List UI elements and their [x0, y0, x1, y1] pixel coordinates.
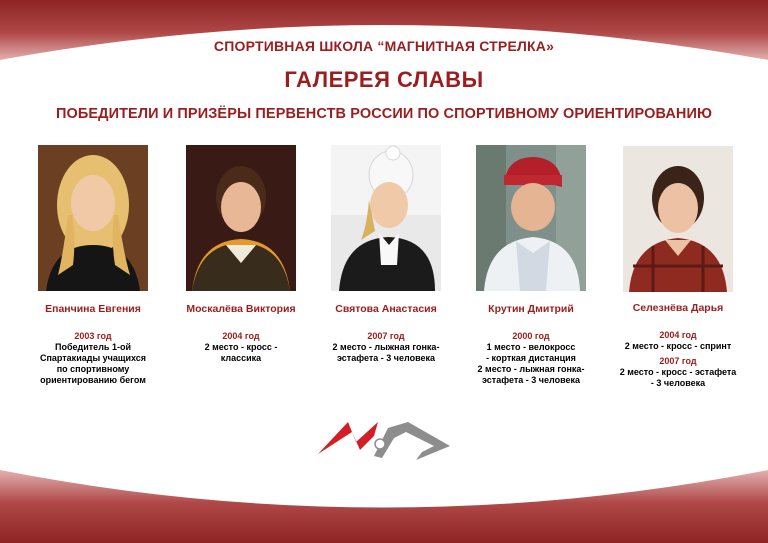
school-name: СПОРТИВНАЯ ШКОЛА “МАГНИТНАЯ СТРЕЛКА»: [213, 38, 555, 54]
person-card: [18, 145, 168, 386]
award-year: 2000 год: [512, 331, 550, 341]
person-name: Москалёва Виктория: [186, 303, 296, 315]
person-photo: [623, 146, 733, 292]
school-logo: [316, 416, 452, 466]
award-line: по спортивному: [56, 364, 130, 374]
award-line: 1 место - велокросс: [486, 342, 576, 352]
person-name: Крутин Дмитрий: [488, 303, 574, 315]
person-photo: [331, 145, 441, 291]
person-name: Епанчина Евгения: [45, 303, 141, 315]
award-line: Победитель 1-ой: [55, 342, 131, 352]
award-line: 2 место - лыжная гонка-: [477, 364, 585, 374]
award-year: 2004 год: [222, 331, 260, 341]
award-year: 2004 год: [659, 330, 697, 340]
award-line: - корткая дистанция: [486, 353, 576, 363]
person-photo: [476, 145, 586, 291]
award-line: 2 место - кросс - эстафета: [619, 367, 737, 377]
logo-dot: [375, 439, 385, 449]
achievements: [456, 331, 606, 386]
achievements: [18, 331, 168, 386]
person-card: [166, 145, 316, 364]
award-line: 2 место - кросс - спринт: [624, 341, 732, 351]
achievements: [311, 331, 461, 364]
person-card: [456, 145, 606, 386]
person-photo: [38, 145, 148, 291]
person-photo: [186, 145, 296, 291]
award-year: 2007 год: [659, 356, 697, 366]
person-name: Селезнёва Дарья: [632, 302, 724, 314]
award-line: 2 место - лыжная гонка-: [332, 342, 440, 352]
page-subtitle: ПОБЕДИТЕЛИ И ПРИЗЁРЫ ПЕРВЕНСТВ РОССИИ ПО СПОРТИВНОМУ ОРИЕНТИРОВАНИЮ: [55, 106, 713, 122]
award-line: 2 место - кросс -: [204, 342, 278, 352]
award-line: классика: [220, 353, 262, 363]
award-line: Спартакиады учащихся: [39, 353, 147, 363]
award-line: ориентированию бегом: [40, 375, 146, 385]
person-card: [311, 145, 461, 364]
award-line: эстафета - 3 человека: [481, 375, 581, 385]
award-year: 2007 год: [367, 331, 405, 341]
award-year: 2003 год: [74, 331, 112, 341]
bottom-band: [0, 470, 768, 543]
logo-red-stroke: [318, 422, 378, 454]
page-title: ГАЛЕРЕЯ СЛАВЫ: [284, 67, 484, 92]
logo-gray-stroke: [374, 422, 450, 460]
person-card: [603, 146, 753, 389]
achievements: [603, 330, 753, 389]
person-name: Святова Анастасия: [335, 303, 437, 315]
award-line: эстафета - 3 человека: [336, 353, 436, 363]
achievements: [166, 331, 316, 364]
award-line: - 3 человека: [650, 378, 706, 388]
